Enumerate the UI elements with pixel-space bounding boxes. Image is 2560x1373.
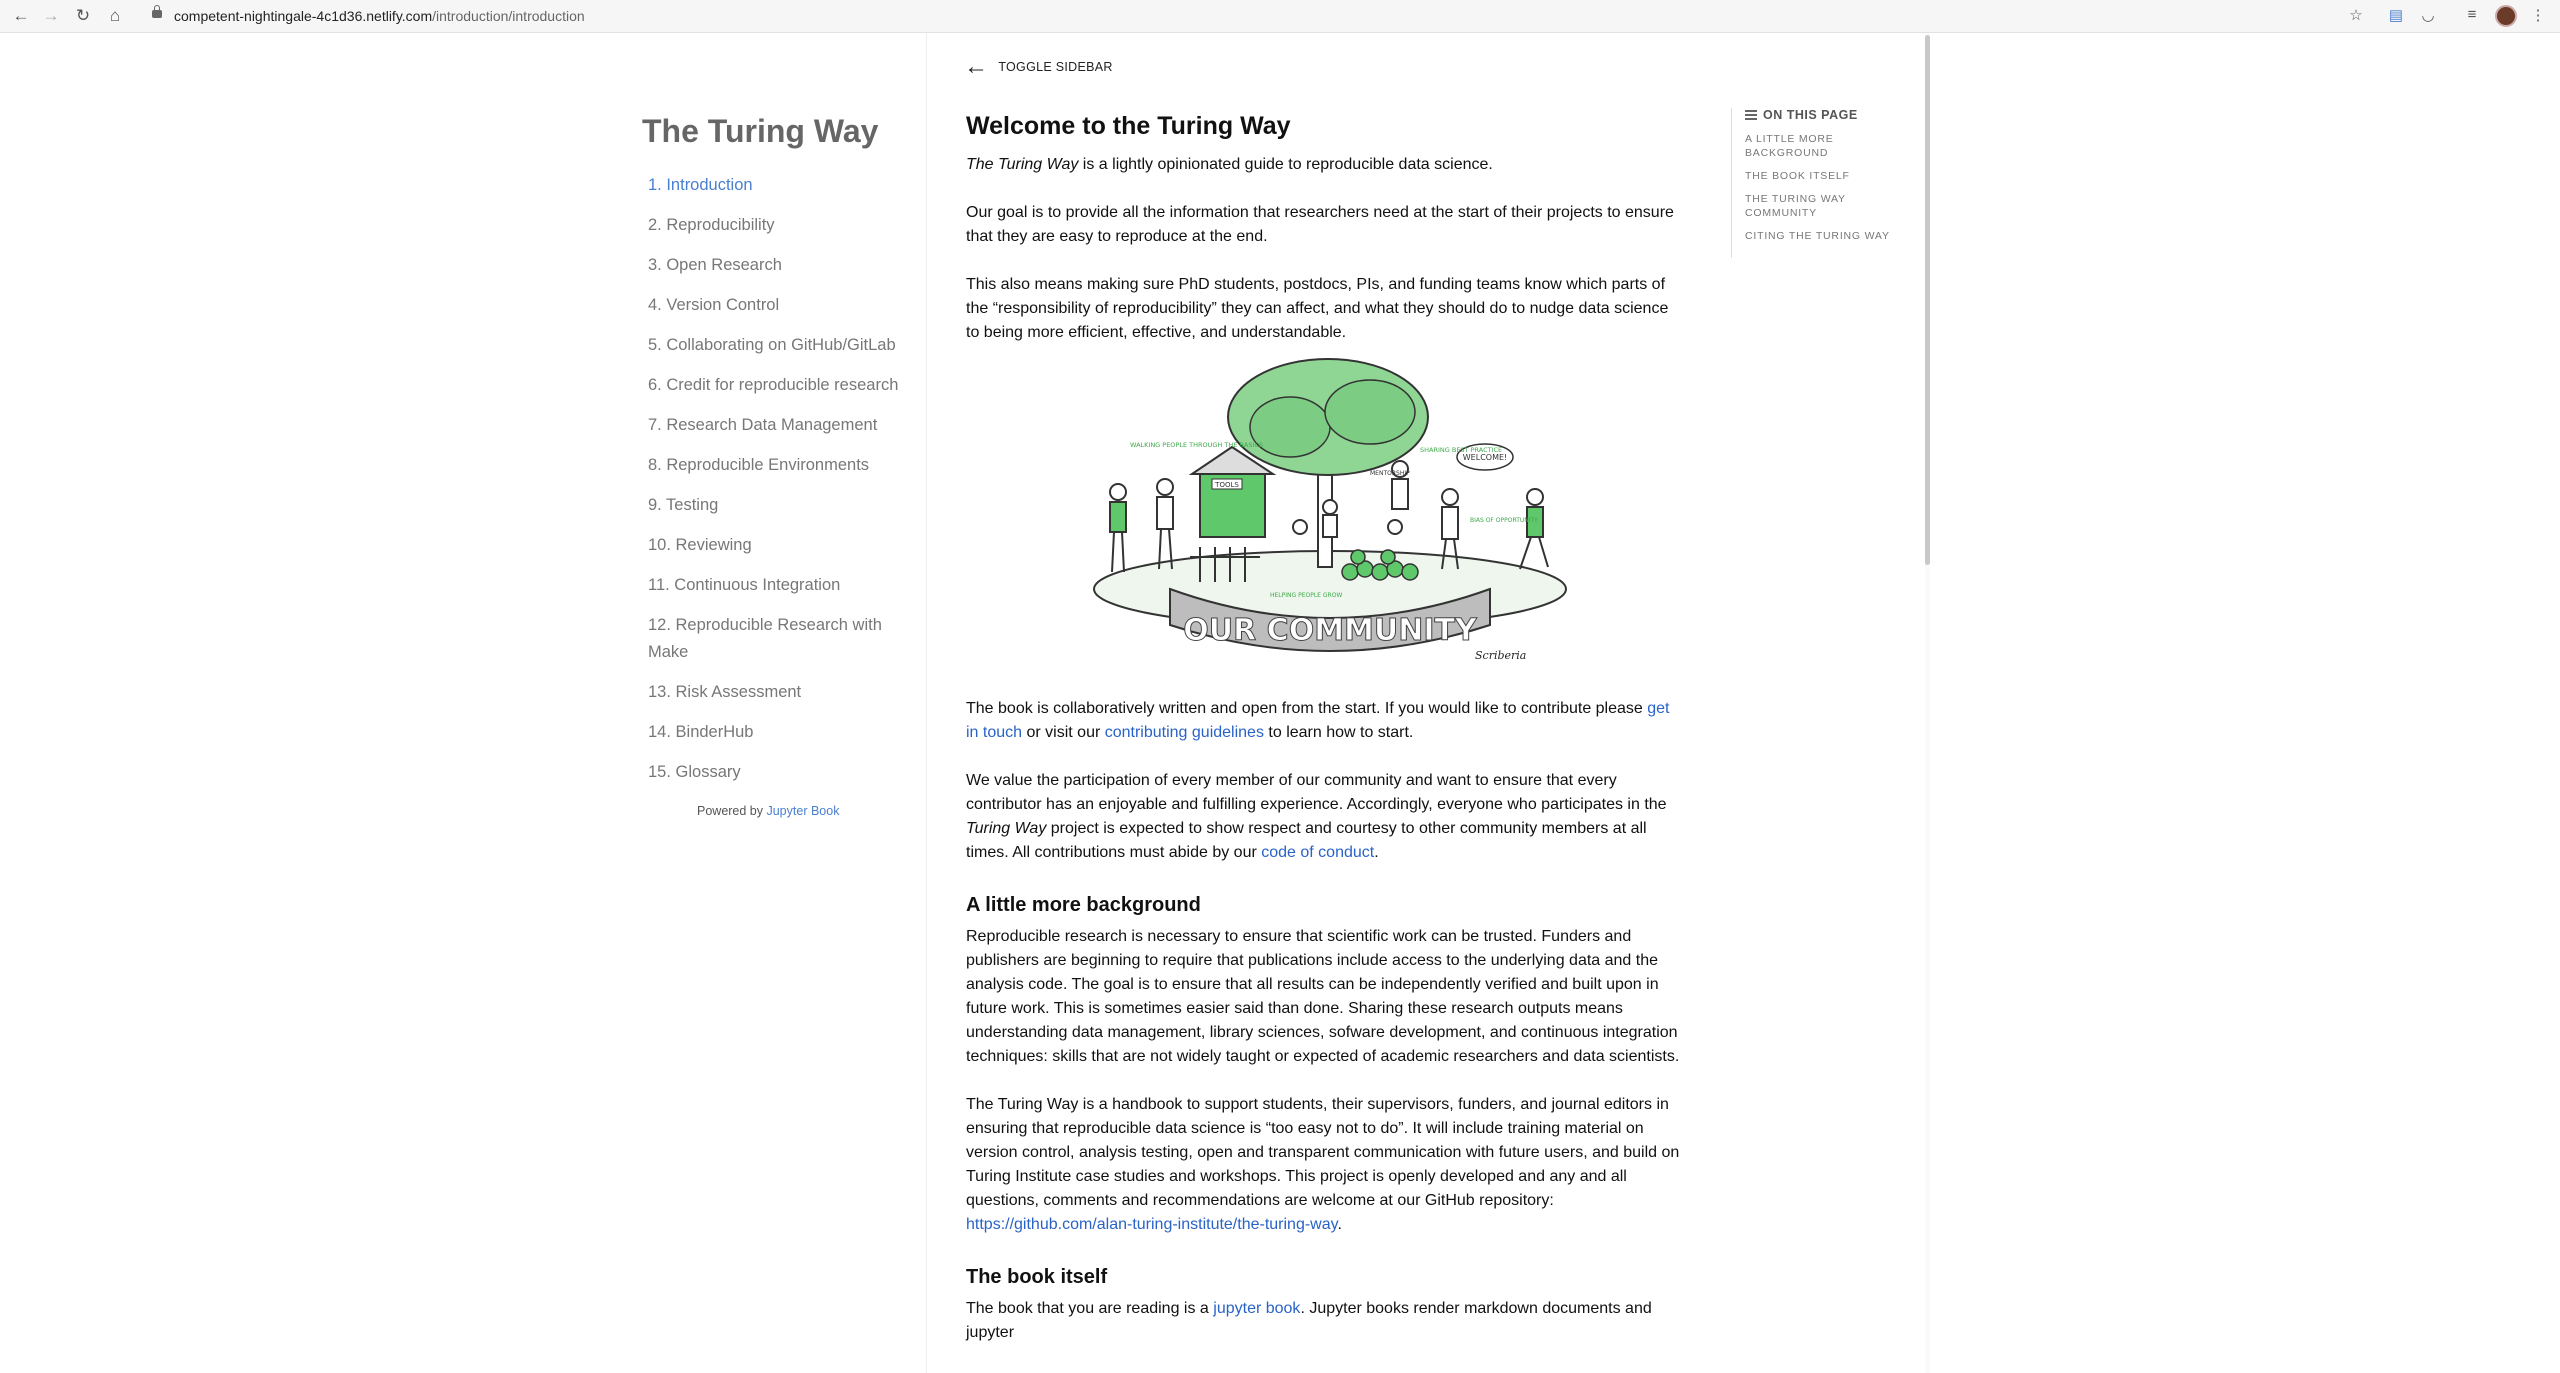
menu-dots-icon[interactable]: ⋮	[2530, 7, 2546, 24]
illustrator-signature: Scriberia	[1475, 649, 1527, 662]
sidebar-item[interactable]: 2. Reproducibility	[648, 216, 775, 234]
on-this-page	[1731, 108, 1911, 258]
on-this-page-list	[1745, 132, 1911, 243]
sidebar-item[interactable]: 7. Research Data Management	[648, 416, 878, 434]
community-illustration-drawing	[1090, 357, 1570, 667]
sidebar-item[interactable]: 5. Collaborating on GitHub/GitLab	[648, 336, 896, 354]
url-text[interactable]: competent-nightingale-4c1d36.netlify.com/introduction/introduction	[174, 8, 585, 24]
sidebar-item[interactable]: 13. Risk Assessment	[648, 683, 802, 701]
contribute-paragraph: The book is collaboratively written and open from the start. If you would like to contribute please get in touch or visit our contributing guidelines to learn how to start.	[966, 700, 1670, 741]
intro-paragraph: The Turing Way is a lightly opinionated guide to reproducible data science.	[966, 156, 1493, 173]
sidebar-item[interactable]: 12. Reproducible Research with Make	[648, 616, 882, 661]
pocket-icon[interactable]: ◡	[2421, 7, 2435, 24]
goal-paragraph: Our goal is to provide all the information that researchers need at the start of their projects to ensure that they are easy to reproduce at the end.	[966, 204, 1674, 245]
home-icon[interactable]: ⌂	[109, 6, 121, 25]
reading-list-icon[interactable]: ≡	[2467, 6, 2477, 23]
sidebar-item[interactable]: 10. Reviewing	[648, 536, 752, 554]
community-illustration	[966, 357, 1686, 667]
tools-sign: TOOLS	[1215, 481, 1239, 489]
responsibility-paragraph: This also means making sure PhD students, postdocs, PIs, and funding teams know which parts of the “responsibility of reproducibility” they can affect, and what they should do to nudge data science to being more efficient, effective, and understandable.	[966, 276, 1669, 341]
browser-toolbar	[0, 0, 2560, 33]
heading-background: A little more background	[966, 894, 1201, 916]
book-paragraph: The book that you are reading is a jupyter book. Jupyter books render markdown documents and jupyter	[966, 1300, 1652, 1341]
page-title: Welcome to the Turing Way	[966, 112, 1291, 140]
powered-by: Powered by Jupyter Book	[697, 804, 840, 818]
note-sharing: SHARING BEST PRACTICE	[1420, 446, 1503, 454]
on-this-page-link[interactable]: CITING THE TURING WAY	[1745, 230, 1890, 242]
scrollbar-thumb[interactable]	[1925, 35, 1930, 565]
note-mentorship: MENTORSHIP	[1370, 470, 1410, 477]
sidebar-item[interactable]: 14. BinderHub	[648, 723, 754, 741]
on-this-page-link[interactable]: A LITTLE MORE BACKGROUND	[1745, 133, 1834, 159]
sidebar-item[interactable]: 11. Continuous Integration	[648, 576, 841, 594]
heading-book-itself: The book itself	[966, 1266, 1108, 1288]
get-in-touch-link[interactable]: get in touch	[966, 700, 1670, 741]
on-this-page-link[interactable]: THE BOOK ITSELF	[1745, 170, 1850, 182]
handbook-paragraph: The Turing Way is a handbook to support students, their supervisors, funders, and journal editors in ensuring that reproducible data science is “too easy not to do”. It will include training material on version control, analysis testing, open and transparent communication with future users, and build on Turing Institute case studies and workshops. This project is openly developed and any and all questions, comments and recommendations are welcome at our GitHub repository: https://github.com/alan-turing-institute/the-turing-way.	[966, 1096, 1680, 1233]
site-title[interactable]: The Turing Way	[642, 113, 879, 149]
sidebar-item[interactable]: 9. Testing	[648, 496, 719, 514]
sidebar-item[interactable]: 8. Reproducible Environments	[648, 456, 870, 474]
note-bias: BIAS OF OPPORTUNITY	[1470, 517, 1538, 524]
main-content	[966, 108, 1686, 1369]
arrow-left-icon: ←	[964, 53, 989, 80]
sidebar-item[interactable]: 1. Introduction	[648, 176, 753, 194]
code-of-conduct-link[interactable]: code of conduct	[1261, 844, 1375, 861]
profile-avatar[interactable]	[2495, 5, 2517, 27]
banner-text: OUR COMMUNITY	[1183, 613, 1477, 648]
sidebar-item[interactable]: 3. Open Research	[648, 256, 782, 274]
reader-icon[interactable]: ▤	[2388, 7, 2404, 24]
note-helping: HELPING PEOPLE GROW	[1270, 592, 1343, 599]
jupyter-book-docs-link[interactable]: jupyter book	[1213, 1300, 1301, 1317]
table-of-contents	[648, 172, 908, 799]
reload-icon[interactable]: ↻	[75, 6, 91, 25]
participation-paragraph: We value the participation of every member of our community and want to ensure that every contributor has an enjoyable and fulfilling experience. Accordingly, everyone who participates in the Turing Way project is expected to show respect and courtesy to other community members at all times. All contributions must abide by our code of conduct.	[966, 772, 1667, 861]
on-this-page-heading: ON THIS PAGE	[1745, 108, 1911, 122]
bookmark-star-icon[interactable]: ☆	[2349, 7, 2363, 24]
background-paragraph: Reproducible research is necessary to ensure that scientific work can be trusted. Funders and publishers are beginning to require that publications include access to the underlying data and the analysis code. The goal is to ensure that all results can be independently verified and built upon in future work. This is sometimes easier said than done. Sharing these research outputs means understanding data management, library sciences, sofware development, and continuous integration techniques: skills that are not widely taught or expected of academic researchers and data scientists.	[966, 928, 1680, 1065]
github-repo-link[interactable]: https://github.com/alan-turing-institute/the-turing-way	[966, 1216, 1338, 1233]
jupyter-book-link[interactable]: Jupyter Book	[766, 804, 840, 818]
lock-icon	[152, 10, 162, 18]
forward-icon[interactable]: →	[42, 6, 60, 25]
sidebar-item[interactable]: 15. Glossary	[648, 763, 741, 781]
welcome-bubble-text: WELCOME!	[1462, 453, 1508, 462]
on-this-page-link[interactable]: THE TURING WAY COMMUNITY	[1745, 193, 1846, 219]
contributing-guidelines-link[interactable]: contributing guidelines	[1104, 724, 1264, 741]
list-icon	[1745, 110, 1757, 120]
address-bar[interactable]	[140, 3, 2380, 29]
note-walking: WALKING PEOPLE THROUGH THE BASICS	[1130, 441, 1264, 449]
toggle-sidebar-button[interactable]	[964, 53, 1113, 80]
toggle-sidebar-label: TOGGLE SIDEBAR	[998, 60, 1113, 74]
book-sidebar	[642, 33, 927, 1373]
back-icon[interactable]: ←	[12, 6, 30, 25]
sidebar-item[interactable]: 4. Version Control	[648, 296, 780, 314]
sidebar-item[interactable]: 6. Credit for reproducible research	[648, 376, 899, 394]
